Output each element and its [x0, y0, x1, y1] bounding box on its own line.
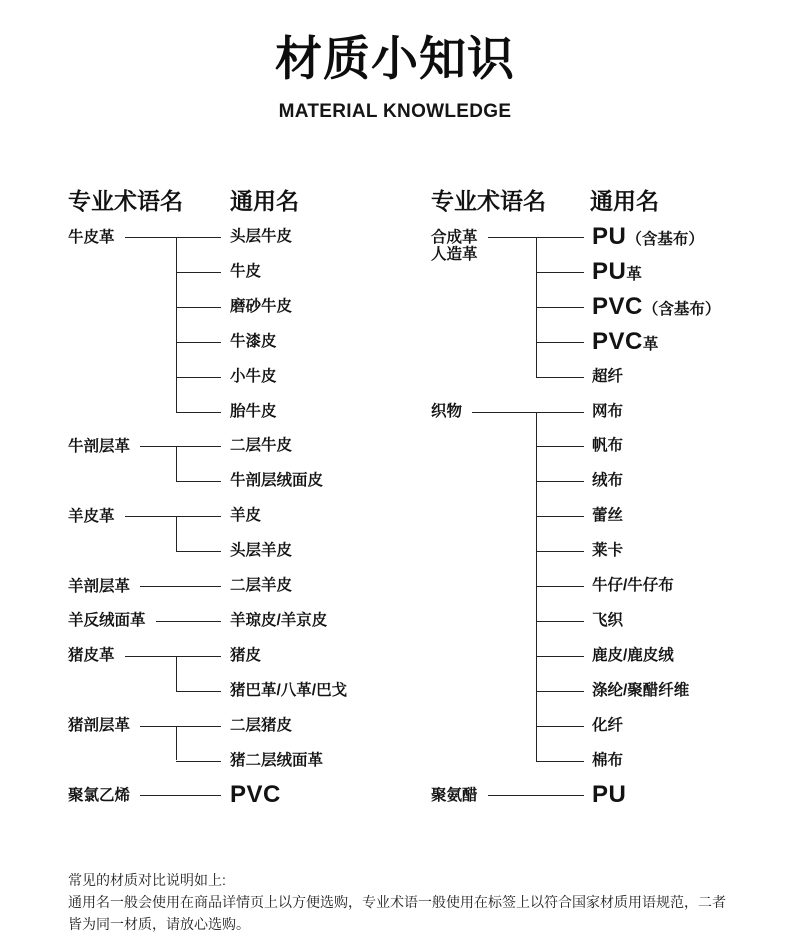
common-label: 绒布: [592, 472, 624, 490]
connector-trunk: [176, 656, 177, 691]
common-label: [592, 258, 642, 286]
common-label-latin: PVC: [230, 781, 281, 809]
connector-line: [488, 795, 584, 796]
common-label: 头层羊皮: [230, 542, 293, 560]
common-label: 胎牛皮: [230, 402, 277, 420]
common-label: 莱卡: [592, 542, 624, 560]
connector-line: [536, 342, 584, 343]
connector-line: [536, 446, 584, 447]
common-label-latin: PU: [592, 258, 627, 286]
common-label-cjk: 革: [626, 266, 642, 284]
connector-line: [536, 656, 584, 657]
common-label: [592, 293, 720, 321]
common-label: 牛剖层绒面皮: [230, 472, 324, 490]
common-label: 猪二层绒面革: [230, 751, 324, 769]
common-label-latin: PU: [592, 781, 627, 809]
connector-line: [176, 272, 221, 273]
common-label: [592, 328, 658, 356]
connector-line: [536, 726, 584, 727]
connector-trunk: [176, 516, 177, 551]
connector-trunk: [176, 446, 177, 481]
connector-line: [536, 586, 584, 587]
connector-line: [176, 481, 221, 482]
connector-line: [140, 586, 221, 587]
connector-line: [536, 377, 584, 378]
connector-line: [536, 307, 584, 308]
connector-trunk: [176, 726, 177, 761]
connector-line: [176, 551, 221, 552]
term-label: [431, 229, 478, 263]
term-label: [68, 578, 130, 595]
connector-line: [536, 761, 584, 762]
common-label: 棉布: [592, 751, 624, 769]
left-common-header: 通用名: [230, 188, 299, 214]
footnote-line2: 通用名一般会使用在商品详情页上以方便选购，专业术语一般使用在标签上以符合国家材质用语规范，二者皆为同一材质，请放心选购。: [68, 894, 726, 932]
term-label-line: 聚氨醋: [431, 786, 478, 804]
connector-line: [125, 237, 221, 238]
footnote-line1: 常见的材质对比说明如上:: [68, 872, 226, 888]
common-label: [592, 782, 626, 810]
term-label: [68, 508, 115, 525]
term-label: [431, 403, 462, 420]
common-label: 牛漆皮: [230, 332, 277, 350]
common-label: 羊皮: [230, 507, 262, 525]
connector-line: [125, 516, 221, 517]
connector-line: [140, 446, 221, 447]
common-label-latin: PVC: [592, 293, 643, 320]
footnote: [68, 869, 732, 935]
connector-line: [156, 621, 221, 622]
term-label-line: 羊反绒面革: [68, 612, 146, 630]
connector-line: [140, 726, 221, 727]
term-label-line: 猪剖层革: [68, 717, 131, 735]
common-label: 牛皮: [230, 262, 262, 280]
connector-trunk: [176, 237, 177, 412]
right-term-header: 专业术语名: [431, 188, 546, 214]
term-label-line: 织物: [431, 403, 463, 420]
common-label: 化纤: [592, 716, 624, 734]
connector-line: [536, 621, 584, 622]
term-label: [68, 647, 115, 664]
connector-line: [536, 551, 584, 552]
common-label: 蕾丝: [592, 507, 624, 525]
connector-line: [176, 691, 221, 692]
page-title: 材质小知识: [275, 32, 515, 85]
common-label: 猪皮: [230, 646, 262, 664]
left-term-header: 专业术语名: [68, 188, 183, 214]
common-label: 小牛皮: [230, 367, 277, 385]
term-label: [68, 612, 146, 629]
connector-line: [536, 272, 584, 273]
common-label: 帆布: [592, 437, 624, 455]
common-label: 超纤: [592, 367, 624, 385]
common-label-cjk: （含基布）: [626, 231, 704, 249]
page-subtitle: MATERIAL KNOWLEDGE: [278, 101, 512, 122]
common-label: [230, 782, 281, 810]
connector-line: [176, 761, 221, 762]
connector-line: [536, 481, 584, 482]
common-label: 飞织: [592, 611, 624, 629]
term-label-line: 羊皮革: [68, 507, 115, 525]
connector-line: [536, 691, 584, 692]
connector-line: [125, 656, 221, 657]
common-label: 涤纶/聚醋纤维: [592, 681, 690, 699]
connector-line: [536, 516, 584, 517]
common-label-cjk: （含基布）: [642, 301, 721, 318]
term-label: [68, 438, 130, 455]
connector-line: [176, 307, 221, 308]
connector-line: [140, 795, 221, 796]
term-label-line: 人造革: [431, 245, 478, 263]
connector-line: [176, 412, 221, 413]
common-label: 头层牛皮: [230, 228, 293, 246]
term-label-line: 猪皮革: [68, 647, 115, 665]
term-label-line: 羊剖层革: [68, 577, 131, 595]
common-label: 二层羊皮: [230, 577, 293, 595]
term-label-line: 聚氯乙烯: [68, 786, 131, 804]
common-label: 网布: [592, 402, 624, 420]
term-label: [68, 717, 130, 734]
term-label-line: 牛皮革: [68, 228, 115, 246]
common-label-latin: PU: [592, 223, 627, 251]
common-label: 牛仔/牛仔布: [592, 577, 674, 595]
common-label-cjk: 革: [642, 335, 659, 353]
term-label: [431, 787, 478, 804]
connector-line: [176, 342, 221, 343]
right-common-header: 通用名: [590, 188, 659, 214]
term-label: [68, 787, 130, 804]
connector-line: [176, 377, 221, 378]
common-label: [592, 223, 704, 251]
common-label: 猪巴革/八革/巴戈: [230, 681, 348, 699]
common-label: 磨砂牛皮: [230, 297, 293, 315]
term-label-line: 牛剖层革: [68, 437, 131, 455]
term-label: [68, 229, 115, 246]
common-label: 羊琼皮/羊京皮: [230, 611, 328, 629]
common-label: 二层牛皮: [230, 437, 293, 455]
term-label-line: 合成革: [431, 228, 478, 246]
connector-line: [472, 412, 584, 413]
common-label-latin: PVC: [592, 327, 643, 355]
common-label: 鹿皮/鹿皮绒: [592, 646, 674, 664]
common-label: 二层猪皮: [230, 716, 293, 734]
